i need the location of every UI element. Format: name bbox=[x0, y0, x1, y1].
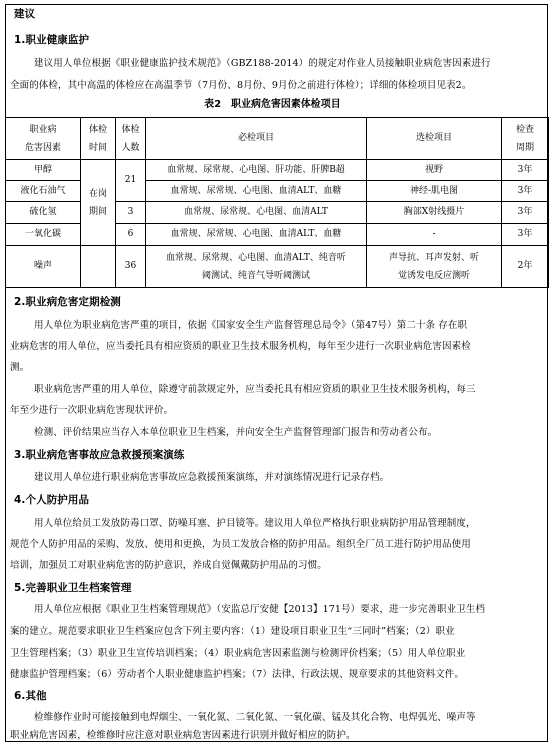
cell-cycle: 3年 bbox=[502, 224, 549, 246]
cell-count: 6 bbox=[116, 224, 146, 246]
cell-required: 血常规、尿常规、心电图、血清ALT、血糖 bbox=[146, 181, 367, 202]
cell-factor: 噪声 bbox=[6, 246, 81, 288]
header-optional: 选检项目 bbox=[367, 118, 502, 160]
cell-optional: 视野 bbox=[367, 160, 502, 181]
cell-time-empty bbox=[81, 246, 116, 288]
section-4-text: 规范个人防护用品的采购、发放、使用和更换，为员工发放合格的防护用品。组织全厂员工进行防护用品使用 bbox=[10, 539, 471, 550]
section-2-text: 测。 bbox=[10, 362, 30, 373]
section-4-text: 培训，加强员工对职业病危害的防护意识，养成自觉佩戴防护用品的习惯。 bbox=[10, 560, 327, 571]
header-required: 必检项目 bbox=[146, 118, 367, 160]
section-5-text: 案的建立。规范要求职业卫生档案应包含下列主要内容：（1）建设项目职业卫生“三同时”档案；（2）职业 bbox=[10, 626, 455, 637]
cell-optional: 胸部X射线摄片 bbox=[367, 202, 502, 224]
cell-cycle: 2年 bbox=[502, 246, 549, 288]
section-1-text: 建议用人单位根据《职业健康监护技术规范》（GBZ188-2014）的规定对作业人员接触职业病危害因素进行 bbox=[34, 58, 491, 69]
section-2-text: 职业病危害严重的用人单位，除遵守前款规定外，应当委托具有相应资质的职业卫生技术服务机构，每三 bbox=[34, 384, 476, 395]
section-5-text: 卫生管理档案；（3）职业卫生宣传培训档案；（4）职业病危害因素监测与检测评价档案；（5）用人单位职业 bbox=[10, 648, 466, 659]
cell-required: 血常规、尿常规、心电图、血清ALT、纯音听 阈测试、纯音气导听阈测试 bbox=[146, 246, 367, 288]
cell-count: 36 bbox=[116, 246, 146, 288]
table-row bbox=[6, 160, 549, 181]
header-factor: 职业病 危害因素 bbox=[6, 118, 81, 160]
cell-optional: - bbox=[367, 224, 502, 246]
section-5-heading: 5.完善职业卫生档案管理 bbox=[14, 582, 132, 594]
section-1-heading: 1.职业健康监护 bbox=[14, 34, 90, 46]
section-6-text: 检维修作业时可能接触到电焊烟尘、一氧化氮、二氧化氮、一氧化碳、锰及其化合物、电焊弧光、噪声等 bbox=[34, 712, 476, 723]
section-2-text: 年至少进行一次职业病危害现状评价。 bbox=[10, 405, 174, 416]
cell-required: 血常规、尿常规、心电图、肝功能、肝脾B超 bbox=[146, 160, 367, 181]
section-2-heading: 2.职业病危害定期检测 bbox=[14, 296, 121, 308]
section-6-heading: 6.其他 bbox=[14, 690, 47, 702]
table-header-row bbox=[6, 118, 549, 160]
cell-factor: 甲醇 bbox=[6, 160, 81, 181]
header-count: 体检 人数 bbox=[116, 118, 146, 160]
section-4-text: 用人单位给员工发放防毒口罩、防噪耳塞、护目镜等。建议用人单位严格执行职业病防护用品管理制度， bbox=[34, 518, 476, 529]
section-1-text: 全面的体检，其中高温的体检应在高温季节（7月份、8月份、9月份之前进行体检）；详细的体检项目见表2。 bbox=[10, 80, 472, 91]
table-row bbox=[6, 246, 549, 288]
section-5-text: 健康监护管理档案；（6）劳动者个人职业健康监护档案；（7）法律、行政法规、规章要求的其他资料文件。 bbox=[10, 669, 464, 680]
cell-required: 血常规、尿常规、心电图、血清ALT、血糖 bbox=[146, 224, 367, 246]
doc-title: 建议 bbox=[14, 8, 36, 20]
section-2-text: 检测、评价结果应当存入本单位职业卫生档案，并向安全生产监督管理部门报告和劳动者公布。 bbox=[34, 427, 438, 438]
cell-factor: 液化石油气 bbox=[6, 181, 81, 202]
section-2-text: 用人单位为职业病危害严重的项目，依据《国家安全生产监督管理总局令》（第47号）第二十条 存在职 bbox=[34, 320, 468, 331]
section-2-text: 业病危害的用人单位，应当委托具有相应资质的职业卫生技术服务机构，每年至少进行一次职业病危害因素检 bbox=[10, 341, 471, 352]
exam-items-table bbox=[5, 117, 549, 288]
cell-count: 21 bbox=[116, 160, 146, 202]
cell-cycle: 3年 bbox=[502, 202, 549, 224]
section-4-heading: 4.个人防护用品 bbox=[14, 494, 90, 506]
section-3-heading: 3.职业病危害事故应急救援预案演练 bbox=[14, 449, 185, 461]
header-cycle: 检查 周期 bbox=[502, 118, 549, 160]
cell-optional: 神经-肌电图 bbox=[367, 181, 502, 202]
cell-count: 3 bbox=[116, 202, 146, 224]
section-3-text: 建议用人单位进行职业病危害事故应急救援预案演练，并对演练情况进行记录存档。 bbox=[34, 472, 390, 483]
cell-cycle: 3年 bbox=[502, 160, 549, 181]
section-6-text: 职业病危害因素，检维修时应注意对职业病危害因素进行识别并做好相应的防护。 bbox=[10, 730, 356, 741]
cell-cycle: 3年 bbox=[502, 181, 549, 202]
cell-required: 血常规、尿常规、心电图、血清ALT bbox=[146, 202, 367, 224]
table-caption: 表2 职业病危害因素体检项目 bbox=[204, 99, 341, 110]
cell-factor: 一氧化碳 bbox=[6, 224, 81, 246]
cell-factor: 硫化氢 bbox=[6, 202, 81, 224]
section-5-text: 用人单位应根据《职业卫生档案管理规范》（安监总厅安健【2013】171号）要求，进一步完善职业卫生档 bbox=[34, 604, 486, 615]
cell-optional: 声导抗、耳声发射、听 觉诱发电反应测听 bbox=[367, 246, 502, 288]
cell-time: 在岗 期间 bbox=[81, 160, 116, 246]
header-time: 体检 时间 bbox=[81, 118, 116, 160]
